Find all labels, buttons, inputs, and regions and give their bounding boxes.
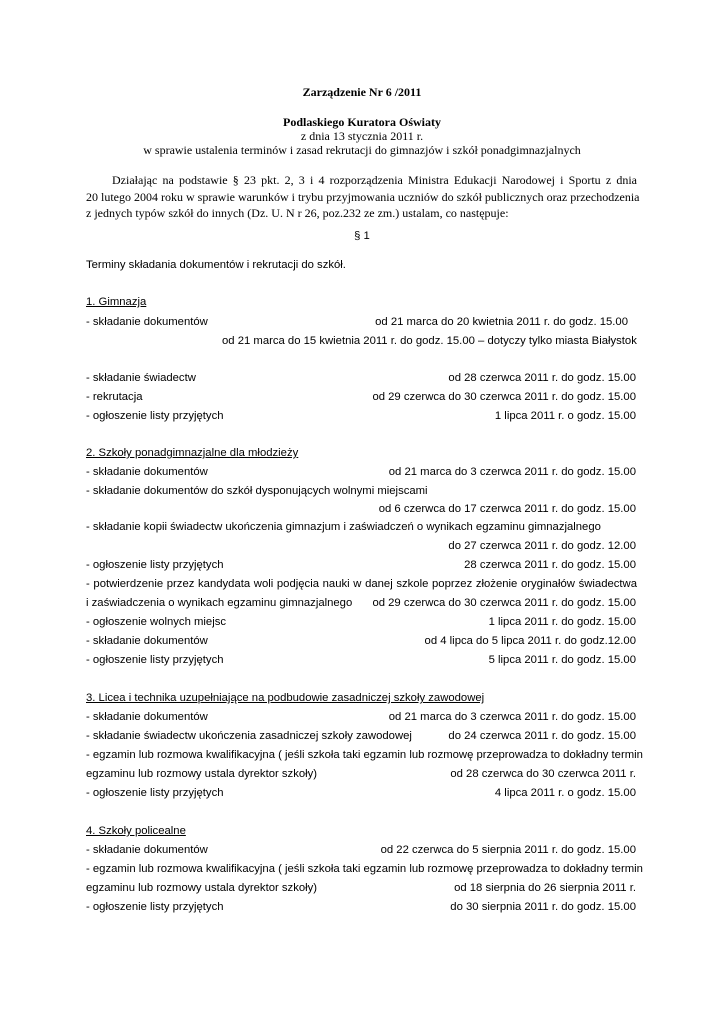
section-heading-policealne: 4. Szkoły policealne [86,825,186,837]
row-label: - składanie świadectw ukończenia zasadniczej szkoły zawodowej [86,730,412,742]
row-date: od 18 sierpnia do 26 sierpnia 2011 r. [454,882,636,894]
preamble [86,172,640,222]
preamble-line: z jednych typów szkół do innych (Dz. U. N r 26, poz.232 ze zm.) ustalam, co następuje: [86,206,509,220]
document-date: z dnia 13 stycznia 2011 r. [300,129,424,143]
row-label: - składanie dokumentów [86,635,208,647]
row-date: od 28 czerwca 2011 r. do godz. 15.00 [448,372,636,384]
row-label: - składanie dokumentów do szkół dysponujących wolnymi miejscami [86,485,428,497]
row-date: 4 lipca 2011 r. o godz. 15.00 [494,787,636,799]
row-date: od 21 marca do 3 czerwca 2011 r. do godz. 15.00 [388,711,636,723]
intro-text: Terminy składania dokumentów i rekrutacji do szkół. [86,259,346,271]
document-subject: w sprawie ustalenia terminów i zasad rekrutacji do gimnazjów i szkół ponadgimnazjalnych [143,143,581,157]
section-heading-licea: 3. Licea i technika uzupełniające na podbudowie zasadniczej szkoły zawodowej [86,692,485,704]
row-date: do 24 czerwca 2011 r. do godz. 15.00 [448,730,636,742]
row-date: do 30 sierpnia 2011 r. do godz. 15.00 [450,901,636,913]
row-date: od 6 czerwca do 17 czerwca 2011 r. do godz. 15.00 [378,503,636,515]
row-label: - ogłoszenie listy przyjętych [86,654,224,666]
row-date-note: od 21 marca do 15 kwietnia 2011 r. do godz. 15.00 – dotyczy tylko miasta Białystok [222,335,637,347]
row-date: od 4 lipca do 5 lipca 2011 r. do godz.12.00 [424,635,636,647]
row-label-wrapped: - egzamin lub rozmowa kwalifikacyjna ( jeśli szkoła taki egzamin lub rozmowę przeprowadza to dokładny termin [86,863,643,875]
row-label: egzaminu lub rozmowy ustala dyrektor szkoły) [86,882,318,894]
row-date: od 29 czerwca do 30 czerwca 2011 r. do godz. 15.00 [372,597,636,609]
row-label: - ogłoszenie listy przyjętych [86,901,224,913]
row-label: - składanie dokumentów [86,711,208,723]
row-label: - ogłoszenie listy przyjętych [86,559,224,571]
row-label: i zaświadczenia o wynikach egzaminu gimnazjalnego [86,597,353,609]
row-date: 1 lipca 2011 r. o godz. 15.00 [494,410,636,422]
row-date: 5 lipca 2011 r. do godz. 15.00 [488,654,636,666]
paragraph-mark: § 1 [354,230,370,242]
issuer-name: Podlaskiego Kuratora Oświaty [283,115,441,129]
document-title: Zarządzenie Nr 6 /2011 [302,85,422,99]
row-date: od 28 czerwca do 30 czerwca 2011 r. [450,768,636,780]
row-date: od 29 czerwca do 30 czerwca 2011 r. do godz. 15.00 [372,391,636,403]
row-date: od 22 czerwca do 5 sierpnia 2011 r. do godz. 15.00 [380,844,636,856]
row-date: 1 lipca 2011 r. do godz. 15.00 [488,616,636,628]
row-label: egzaminu lub rozmowy ustala dyrektor szkoły) [86,768,318,780]
row-label-wrapped: - potwierdzenie przez kandydata woli podjęcia nauki w danej szkole poprzez złożenie oryginałów świadectwa [86,578,637,590]
row-label-wrapped: - egzamin lub rozmowa kwalifikacyjna ( jeśli szkoła taki egzamin lub rozmowę przeprowadza to dokładny termin [86,749,643,761]
row-date: 28 czerwca 2011 r. do godz. 15.00 [464,559,636,571]
section-heading-ponadgimnazjalne: 2. Szkoły ponadgimnazjalne dla młodzieży [86,447,299,459]
row-date: od 21 marca do 20 kwietnia 2011 r. do godz. 15.00 [375,316,628,328]
row-label: - ogłoszenie listy przyjętych [86,787,224,799]
row-date: do 27 czerwca 2011 r. do godz. 12.00 [448,540,636,552]
row-label: - ogłoszenie wolnych miejsc [86,616,227,628]
row-date: od 21 marca do 3 czerwca 2011 r. do godz. 15.00 [388,466,636,478]
row-label: - rekrutacja [86,391,143,403]
row-label: - ogłoszenie listy przyjętych [86,410,224,422]
row-label: - składanie dokumentów [86,316,208,328]
row-label: - składanie świadectw [86,372,196,384]
preamble-line: Działając na podstawie § 23 pkt. 2, 3 i 4 rozporządzenia Ministra Edukacji Narodowej i Sportu z dnia [112,173,637,187]
preamble-line: 20 lutego 2004 roku w sprawie warunków i trybu przyjmowania uczniów do szkół publicznych oraz przechodzenia [86,189,640,204]
row-label: - składanie kopii świadectw ukończenia gimnazjum i zaświadczeń o wynikach egzaminu gimnazjalnego [86,521,601,533]
section-heading-gimnazja: 1. Gimnazja [86,296,147,308]
row-label: - składanie dokumentów [86,844,208,856]
row-label: - składanie dokumentów [86,466,208,478]
